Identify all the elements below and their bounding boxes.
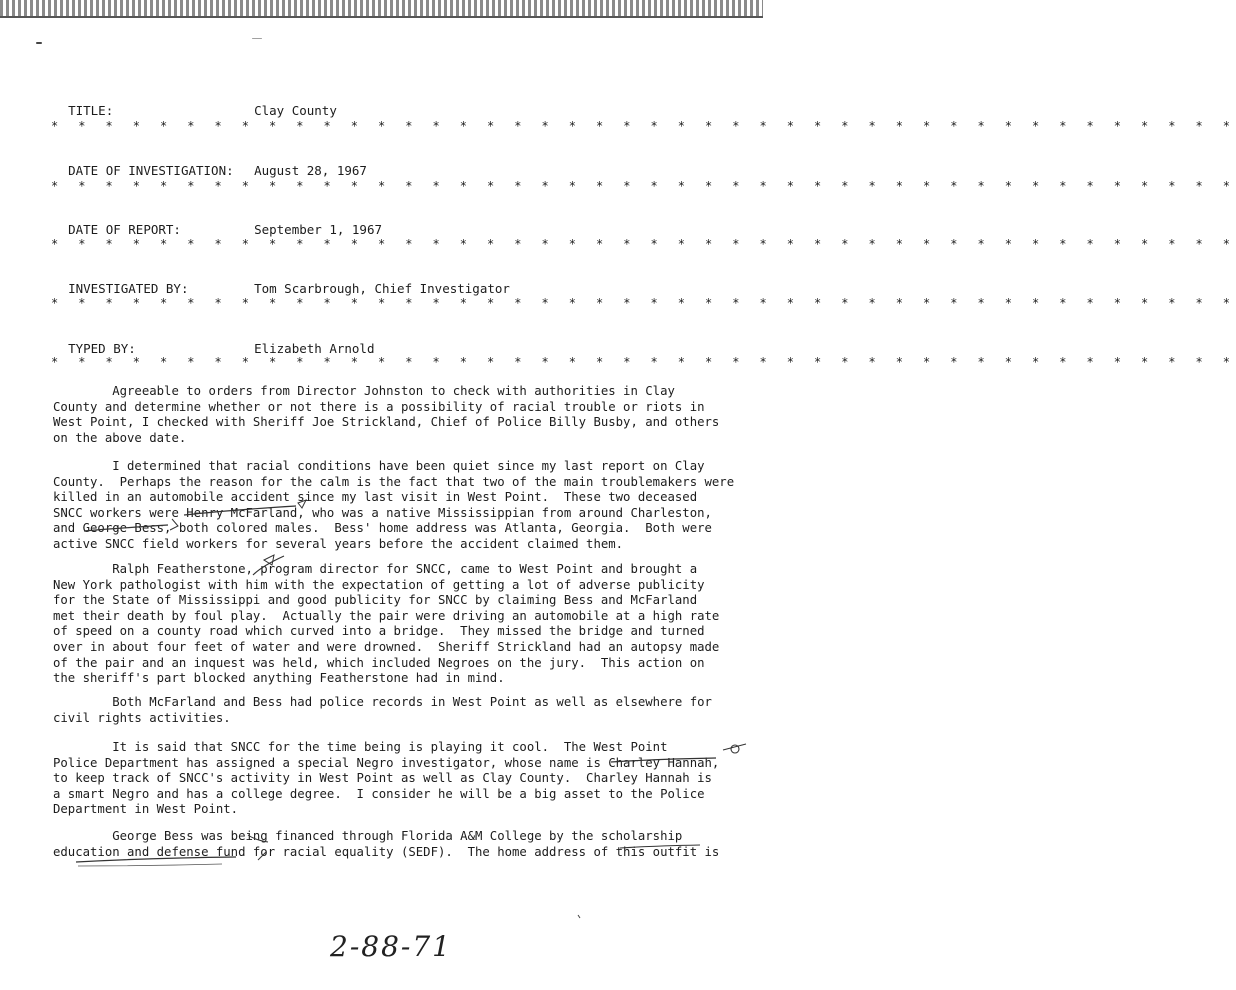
check-mark — [170, 519, 178, 530]
speck-mark — [578, 915, 580, 918]
field-label: TYPED BY: — [68, 341, 136, 356]
field-label: DATE OF INVESTIGATION: — [68, 163, 234, 178]
paragraph-line: Agreeable to orders from Director Johnston to check with authorities in Clay — [53, 384, 675, 398]
paragraph-line: active SNCC field workers for several years before the accident claimed them. — [53, 536, 624, 551]
paragraph-line: for the State of Mississippi and good publicity for SNCC by claiming Bess and McFarland — [53, 593, 698, 608]
paragraph-line: a smart Negro and has a college degree. I consider he will be a big asset to the Police — [53, 786, 705, 801]
stroke-mark — [248, 835, 268, 842]
field-value: September 1, 1967 — [254, 222, 382, 237]
underline-mark — [76, 857, 236, 862]
paragraph-line: New York pathologist with him with the expectation of getting a lot of adverse publicity — [53, 577, 705, 592]
check-mark — [298, 500, 306, 508]
paragraph-line: to keep track of SNCC's activity in West Point as well as Clay County. Charley Hannah is — [53, 771, 712, 786]
field-label: TITLE: — [68, 103, 114, 118]
check-mark — [264, 555, 274, 565]
handwritten-document-number: 2-88-71 — [330, 930, 452, 963]
paragraph-line: over in about four feet of water and were drowned. Sheriff Strickland had an autopsy made — [53, 639, 720, 654]
underline-mark — [611, 758, 716, 762]
field-label: INVESTIGATED BY: — [68, 281, 189, 296]
paragraph-line: education and defense fund for racial equality (SEDF). The home address of this outfit is — [53, 844, 720, 859]
paragraph-line: the sheriff's part blocked anything Featherstone had in mind. — [53, 671, 505, 686]
underline-mark — [253, 556, 284, 575]
underline-mark — [184, 506, 296, 515]
paragraph-line: Police Department has assigned a special Negro investigator, whose name is Charley Hannah, — [53, 755, 720, 770]
paragraph-line: It is said that SNCC for the time being is playing it cool. The West Point — [53, 740, 668, 754]
paragraph-line: of the pair and an inquest was held, which included Negroes on the jury. This action on — [53, 655, 705, 670]
paragraph-line: Both McFarland and Bess had police records in West Point as well as elsewhere for — [53, 695, 712, 709]
field-value: August 28, 1967 — [254, 163, 367, 178]
field-value: Elizabeth Arnold — [254, 341, 375, 356]
separator: * * * * * * * * * * * * * * * * * * * * * * * * * * * * * * * * * * * * * * * * * * * * — [51, 179, 1236, 193]
separator: * * * * * * * * * * * * * * * * * * * * * * * * * * * * * * * * * * * * * * * * * * * * — [51, 119, 1236, 133]
underline-mark — [620, 845, 700, 848]
paragraph-line: SNCC workers were Henry McFarland, who was a native Mississippian from around Charleston, — [53, 505, 712, 520]
paragraph-line: George Bess was being financed through Florida A&M College by the scholarship — [53, 829, 683, 843]
separator: * * * * * * * * * * * * * * * * * * * * * * * * * * * * * * * * * * * * * * * * * * * * — [51, 237, 1236, 251]
stroke-mark — [258, 852, 266, 860]
paragraph-line: and George Bess, both colored males. Bess' home address was Atlanta, Georgia. Both were — [53, 521, 712, 536]
separator: * * * * * * * * * * * * * * * * * * * * * * * * * * * * * * * * * * * * * * * * * * * * — [51, 355, 1236, 369]
separator: * * * * * * * * * * * * * * * * * * * * * * * * * * * * * * * * * * * * * * * * * * * * — [51, 296, 1236, 310]
underline-mark — [84, 525, 168, 531]
paragraph-line: Ralph Featherstone, program director for SNCC, came to West Point and brought a — [53, 562, 698, 576]
paragraph-line: civil rights activities. — [53, 710, 231, 725]
field-value: Clay County — [254, 103, 337, 118]
paragraph-line: on the above date. — [53, 430, 187, 445]
paragraph-line: I determined that racial conditions have been quiet since my last report on Clay — [53, 459, 705, 473]
paragraph-line: Department in West Point. — [53, 802, 239, 817]
underline-mark — [78, 864, 222, 866]
paragraph-line: killed in an automobile accident since my last visit in West Point. These two deceased — [53, 490, 698, 505]
field-value: Tom Scarbrough, Chief Investigator — [254, 281, 510, 296]
paragraph-line: met their death by foul play. Actually the pair were driving an automobile at a high rate — [53, 608, 720, 623]
paragraph-line: West Point, I checked with Sheriff Joe Strickland, Chief of Police Billy Busby, and others — [53, 415, 720, 430]
field-label: DATE OF REPORT: — [68, 222, 181, 237]
paragraph-line: County and determine whether or not there is a possibility of racial trouble or riots in — [53, 399, 705, 414]
paragraph-line: of speed on a county road which curved into a bridge. They missed the bridge and turned — [53, 624, 705, 639]
paragraph-line: County. Perhaps the reason for the calm is the fact that two of the main troublemakers were — [53, 474, 735, 489]
